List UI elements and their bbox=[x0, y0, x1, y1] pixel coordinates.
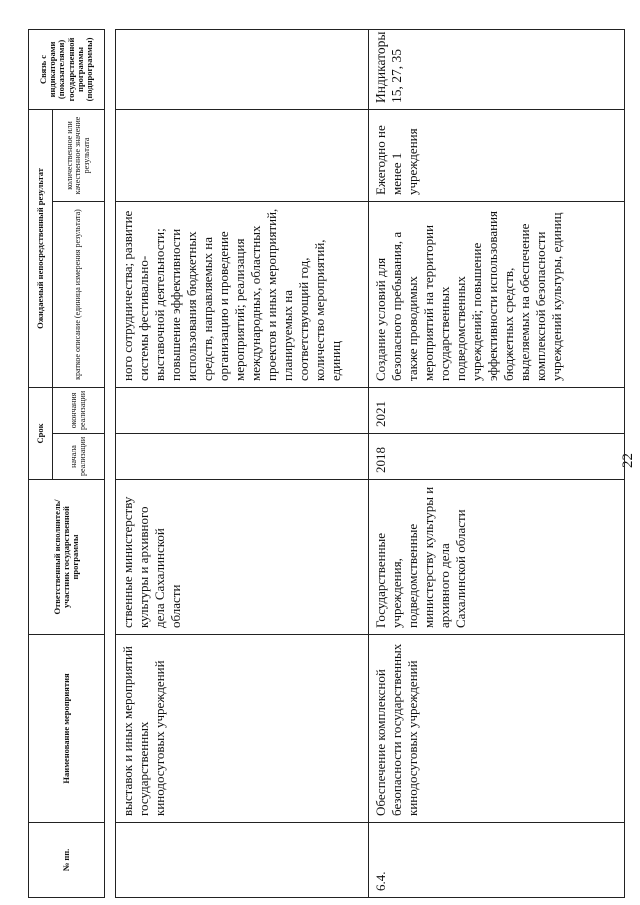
row-desc: ного сотрудничества; развитие системы фестивально-выставочной деятельности; повышение эффективности использования бюджетных средств, направляемых на организацию и проведение мероприятий; реализация международных, областных проектов и иных мероприятий, планируемых на соответствующий год, количество мероприятий, единиц bbox=[116, 201, 369, 387]
row-name: Обеспечение комплексной безопасности государственных кинодосуговых учреждений bbox=[369, 635, 625, 823]
page-number: 22 bbox=[620, 453, 636, 468]
header-executor: Ответственный исполнитель/участник государственной программы bbox=[29, 480, 105, 635]
table-row bbox=[369, 29, 625, 897]
row-num bbox=[116, 823, 369, 898]
header-name: Наименование мероприятия bbox=[29, 635, 105, 823]
row-desc: Создание условий для безопасного пребывания, а также проводимых мероприятий на территории государственных подведомственных учреждений; повышение эффективности использования бюджетных средств, выделяемых на обеспечение комплексной безопасности учреждений культуры, единиц bbox=[369, 201, 625, 387]
header-row bbox=[29, 29, 53, 897]
row-value bbox=[116, 109, 369, 201]
header-indicators: Связь с индикаторами (показателями) государственной программы (подпрограммы) bbox=[29, 29, 105, 109]
row-start: 2018 bbox=[369, 434, 625, 480]
row-indicators bbox=[116, 29, 369, 109]
header-gap bbox=[105, 29, 116, 897]
row-num: 6.4. bbox=[369, 823, 625, 898]
header-result-desc: краткое описание (единица измерения результата) bbox=[53, 201, 105, 387]
row-executor: Государственные учреждения, подведомственные министерству культуры и архивного дела Сахалинской области bbox=[369, 480, 625, 635]
table-row bbox=[116, 29, 369, 897]
header-num: № пп. bbox=[29, 823, 105, 898]
row-executor: ственные министерству культуры и архивного дела Сахалинской области bbox=[116, 480, 369, 635]
row-indicators: Индикаторы 15, 27, 35 bbox=[369, 29, 625, 109]
row-end bbox=[116, 387, 369, 433]
row-end: 2021 bbox=[369, 387, 625, 433]
program-table bbox=[28, 29, 625, 898]
row-start bbox=[116, 434, 369, 480]
header-result: Ожидаемый непосредственный результат bbox=[29, 109, 53, 387]
row-name: выставок и иных мероприятий государственных кинодосуговых учреждений bbox=[116, 635, 369, 823]
row-value: Ежегодно не менее 1 учреждения bbox=[369, 109, 625, 201]
header-term-end: окончания реализации bbox=[53, 387, 105, 433]
header-result-value: количественное или качественное значение результата bbox=[53, 109, 105, 201]
header-term-start: начала реализации bbox=[53, 434, 105, 480]
header-term: Срок bbox=[29, 387, 53, 479]
